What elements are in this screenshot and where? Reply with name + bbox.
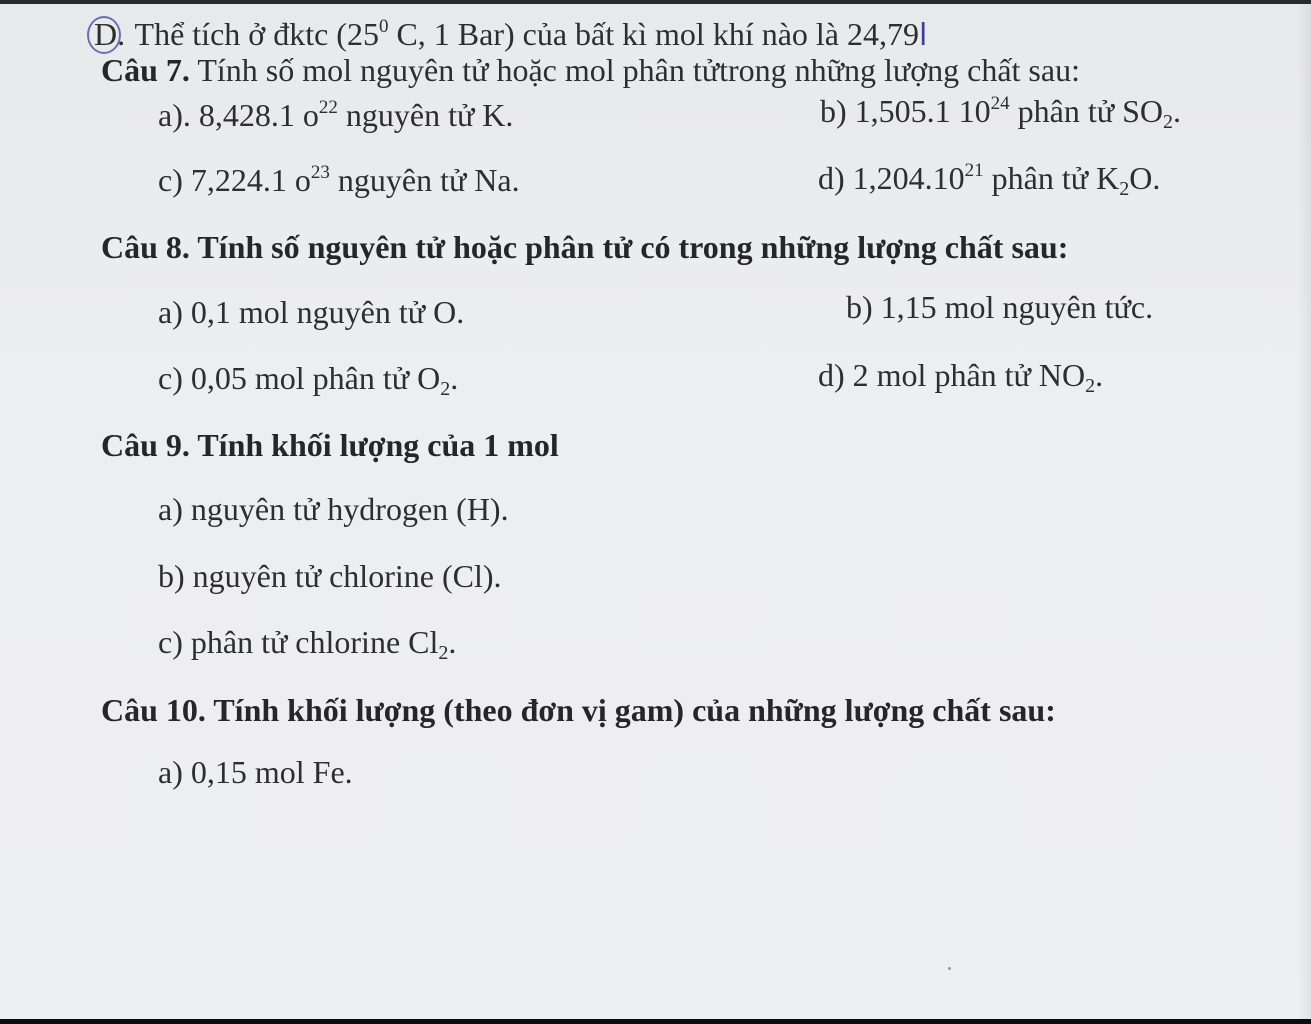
q8-item-d	[818, 355, 1103, 395]
question-7-text: Tính số mol nguyên tử hoặc mol phân tửtrong những lượng chất sau:	[189, 52, 1080, 88]
subscript: 2	[1085, 375, 1096, 397]
q9-item-a: a) nguyên tử hydrogen (H).	[158, 491, 509, 527]
q7-d-text-cont: phân tử K	[983, 160, 1120, 196]
q8-item-b: b) 1,15 mol nguyên tức.	[846, 289, 1154, 325]
q7-item-b	[820, 91, 1181, 131]
q9-item-b: b) nguyên tử chlorine (Cl).	[158, 558, 502, 594]
option-d-text-cont: C, 1 Bar) của bất kì mol khí nào là 24,79	[388, 16, 919, 52]
superscript: 22	[318, 97, 338, 118]
question-10-heading: Câu 10. Tính khối lượng (theo đơn vị gam) của những lượng chất sau:	[101, 692, 1056, 728]
q8-d-text: d) 2 mol phân tử NO	[818, 357, 1086, 393]
subscript: 2	[1163, 111, 1173, 133]
q8-d-text-end: .	[1095, 357, 1104, 393]
option-d-text: Thể tích ở đktc (25	[134, 16, 379, 52]
q7-c-text-cont: nguyên tử Na.	[329, 162, 520, 198]
q9-item-c	[158, 622, 456, 662]
q7-d-text-end: O.	[1129, 160, 1161, 196]
q7-item-d	[818, 158, 1160, 198]
superscript: 23	[310, 162, 330, 183]
subscript: 2	[440, 378, 451, 400]
q7-b-text-end: .	[1173, 93, 1181, 129]
q7-d-text: d) 1,204.10	[818, 160, 965, 196]
q7-b-text-cont: phân tử SO	[1009, 93, 1163, 129]
superscript: 0	[378, 16, 389, 37]
subscript: 2	[438, 642, 449, 664]
q8-c-text: c) 0,05 mol phân tử O	[158, 360, 441, 396]
q7-b-text: b) 1,505.1 10	[820, 93, 991, 129]
q9-c-text: c) phân tử chlorine Cl	[158, 624, 439, 660]
question-7-number: Câu 7.	[101, 52, 190, 88]
superscript: 24	[990, 93, 1010, 114]
q10-item-a: a) 0,15 mol Fe.	[158, 754, 353, 790]
superscript: 21	[964, 160, 984, 181]
q8-item-c	[158, 358, 458, 398]
q7-a-text-cont: nguyên tử K.	[337, 97, 514, 133]
handwritten-mark: l	[919, 18, 928, 53]
subscript: 2	[1119, 178, 1130, 200]
q8-c-text-end: .	[450, 360, 459, 396]
q9-c-text-end: .	[448, 624, 457, 660]
paper-speck	[948, 967, 951, 970]
question-7-heading	[101, 50, 1080, 90]
q7-c-text: c) 7,224.1 o	[158, 162, 311, 198]
question-9-heading: Câu 9. Tính khối lượng của 1 mol	[101, 427, 559, 463]
q7-item-c	[158, 160, 520, 200]
question-8-heading: Câu 8. Tính số nguyên tử hoặc phân tử có trong những lượng chất sau:	[101, 229, 1069, 265]
q7-a-text: a). 8,428.1 o	[158, 97, 319, 133]
q8-item-a: a) 0,1 mol nguyên tử O.	[158, 294, 465, 330]
q7-item-a	[158, 95, 513, 135]
circled-option-label: D.	[94, 16, 126, 52]
